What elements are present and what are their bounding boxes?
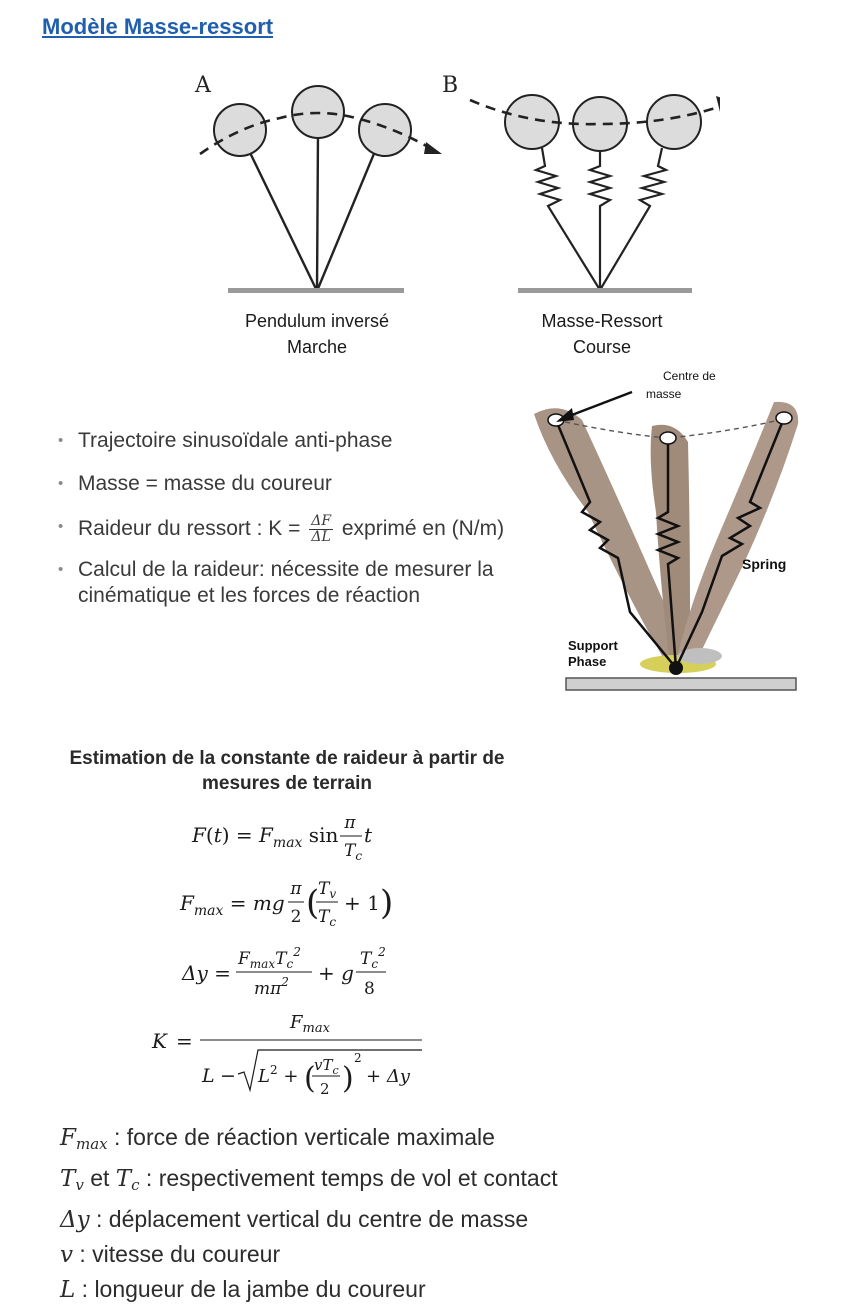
svg-text:2: 2 [320,1080,330,1098]
equations-block [140,806,440,1100]
diagram-b-caption-line1: Masse-Ressort [541,311,663,331]
ground-bar [566,678,796,690]
diagram-b-caption-line2: Course [572,337,632,357]
svg-text:Tc: $T_c$ [344,841,363,863]
svg-text:2: 2 [290,907,302,927]
spring-label: Spring [742,556,787,572]
ground-line [518,288,692,293]
bullet-item: • Raideur du ressort : K = $\frac{\Delta F}{\Delta L}$ exprimé en (N/m) [58,513,505,545]
definition-delta-y: Δy : déplacement vertical du centre de masse [60,1206,529,1233]
diagram-a-label: A [195,73,211,98]
definition-v: v : vitesse du coureur [60,1241,281,1268]
centre-label-line2: masse [646,387,682,401]
definitions-list [60,1120,558,1307]
support-label-line2: Phase [568,654,607,669]
svg-text:K: K [152,1029,167,1053]
svg-text:Tc2: $T_c^2$ [360,945,386,971]
bullet-item: • Trajectoire sinusoïdale anti-phase [58,429,393,452]
svg-text:8: 8 [364,979,375,999]
svg-text:π: π [344,813,356,833]
svg-text:+ 1: + 1 [344,891,380,915]
diagram-b-label: B [442,73,459,98]
svg-text:t: t [364,823,373,847]
definition-l: L : longueur de la jambe du coureur [60,1276,426,1303]
running-legs-figure [520,362,820,702]
diagram-a-caption [212,308,422,360]
diagram-b-caption [502,308,702,360]
svg-text:Fmax: $F_{max}$ [290,1012,330,1036]
svg-text:Δy =: Δy = [182,961,231,985]
page-title: Modèle Masse-ressort [42,14,274,39]
svg-text:Fmax = mg: $F_{max}$ = mg [180,891,285,919]
svg-text:π: π [290,879,302,899]
definition-fmax: Fmax : force de réaction verticale maximale [60,1124,495,1153]
pendulum-spring-diagram [180,66,720,306]
diagram-a-caption-line1: Pendulum inversé [244,311,390,331]
svg-text:L2 +: $L^2$ + [258,1063,299,1087]
svg-text:L: L [202,1065,215,1087]
diagram-a-caption-line2: Marche [286,337,348,357]
definition-tv-tc: Tv et Tc : respectivement temps de vol et contact [60,1165,558,1194]
bullet-item: • Calcul de la raideur: nécessite de mesurer la cinématique et les forces de réaction [58,558,494,607]
mass-spring-figure [470,95,720,293]
arrow-head-icon [424,142,442,154]
equation-fmax [179,879,393,929]
equation-force [191,813,373,863]
svg-text:): ) [380,883,394,923]
equation-delta-y [181,945,386,999]
svg-text:F(t) = Fmax sin: $F(t) = F_{max}$ sin [192,823,339,851]
arrow-head-icon [716,96,720,112]
inverted-pendulum-figure [200,86,442,293]
svg-text:Tv: $T_v$ [318,879,337,901]
svg-text:(: ( [306,883,320,923]
svg-text:=: = [176,1029,193,1053]
bullet-list [58,428,504,626]
centre-label-line1: Centre de [663,369,716,383]
svg-text:+ Δy: + Δy [366,1066,410,1087]
equation-stiffness [151,1012,422,1098]
svg-text:2: 2 [354,1051,362,1065]
estimation-title: Estimation de la constante de raideur à partir de mesures de terrain [69,748,505,794]
ground-line [228,288,404,293]
leg-right [676,402,798,662]
svg-text:(: ( [304,1061,316,1096]
svg-text:vTc: $vT_c$ [314,1056,339,1077]
support-label-line1: Support [568,638,618,653]
stiffness-fraction: $\frac{\Delta F}{\Delta L}$ [311,513,332,545]
bullet-item: • Masse = masse du coureur [58,472,332,495]
svg-text:+ g: + g [318,961,354,985]
svg-text:): ) [342,1061,354,1096]
svg-text:−: − [220,1065,236,1087]
svg-text:Tc: $T_c$ [318,907,337,929]
svg-text:mπ2: $m\pi^2$ [254,975,289,999]
svg-text:FmaxTc2: $F_{max}T_c^2$ [238,945,301,971]
